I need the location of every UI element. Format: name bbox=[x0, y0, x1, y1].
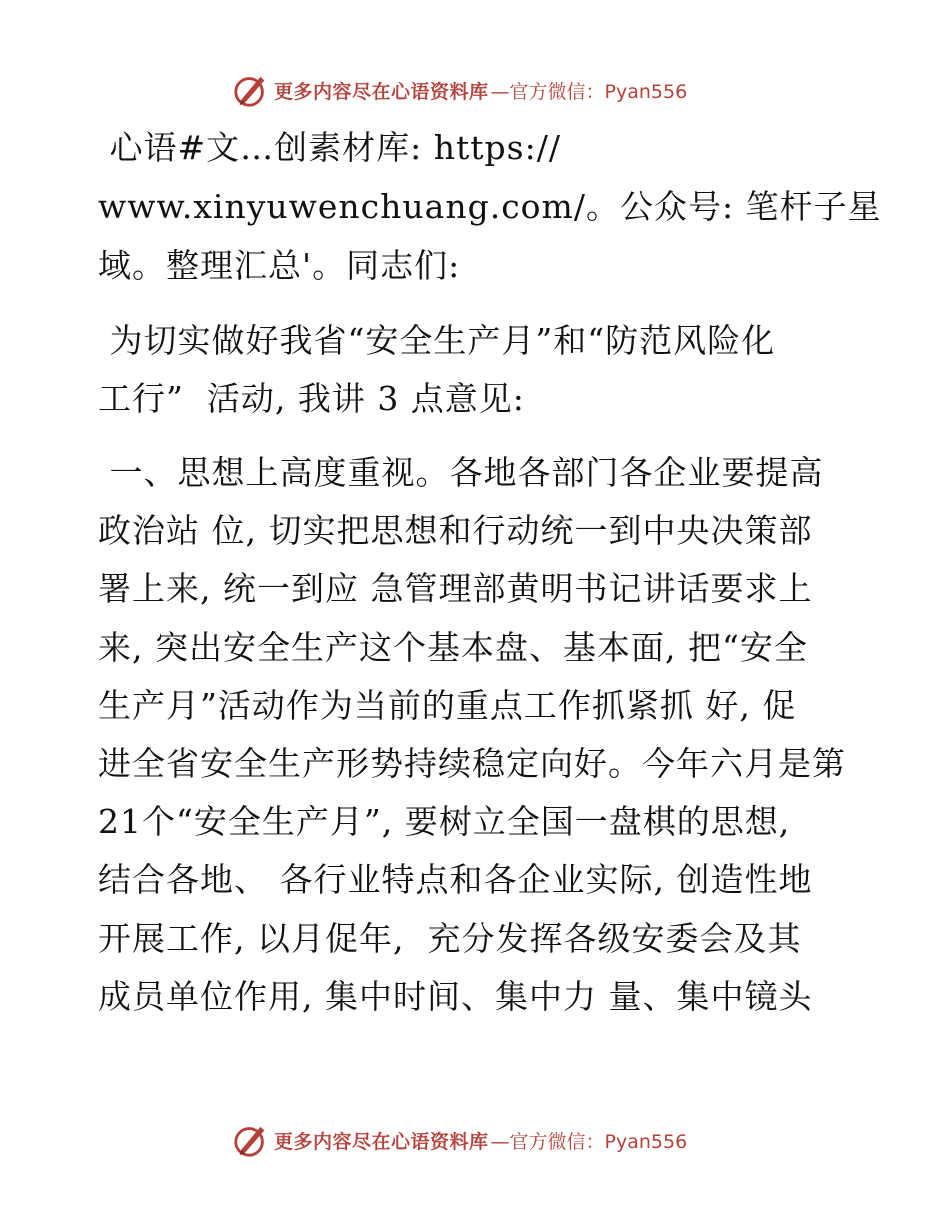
text-line: 来, 突出安全生产这个基本盘、基本面, 把“安全 bbox=[98, 627, 808, 667]
banner-title: 更多内容尽在心语资料库 bbox=[274, 80, 489, 103]
text-line: 结合各地、 各行业特点和各企业实际, 创造性地 bbox=[98, 860, 813, 900]
text-line: 一、思想上高度重视。各地各部门各企业要提高 bbox=[98, 453, 824, 492]
text-line: 生产月”活动作为当前的重点工作抓紧抓 好, 促 bbox=[98, 685, 797, 725]
text-line: 进全省安全生产形势持续稳定向好。今年六月是第 bbox=[98, 743, 846, 783]
text-line: www.xinyuwenchuang.com/。公众号: 笔杆子星 bbox=[98, 187, 882, 226]
text-line: 21个“安全生产月”, 要树立全国一盘棋的思想, bbox=[98, 802, 791, 842]
banner-contact: —官方微信：Pyan556 bbox=[490, 80, 688, 103]
text-line: 政治站 位, 切实把思想和行动统一到中央决策部 bbox=[98, 511, 813, 551]
opening-paragraph bbox=[98, 321, 775, 437]
intro-paragraph bbox=[98, 128, 882, 305]
footer-banner bbox=[232, 1120, 712, 1160]
banner-contact: —官方微信：Pyan556 bbox=[490, 1130, 688, 1153]
text-line: 署上来, 统一到应 急管理部黄明书记讲话要求上 bbox=[98, 569, 813, 609]
text-line: 心语#文…创素材库: https:// bbox=[98, 128, 561, 167]
pen-logo-icon bbox=[232, 71, 270, 109]
text-line: 为切实做好我省“安全生产月”和“防范风险化 bbox=[98, 321, 776, 360]
banner-title: 更多内容尽在心语资料库 bbox=[274, 1130, 489, 1153]
text-line: 开展工作, 以月促年, 充分发挥各级安委会及其 bbox=[98, 918, 802, 958]
header-banner bbox=[232, 70, 712, 110]
pen-logo-icon bbox=[232, 1121, 270, 1159]
text-line: 工行” 活动, 我讲 3 点意见: bbox=[98, 379, 525, 418]
section-one-paragraph bbox=[98, 453, 846, 1035]
text-line: 成员单位作用, 集中时间、集中力 量、集中镜头 bbox=[98, 976, 813, 1016]
text-line: 域。整理汇总'。同志们: bbox=[98, 246, 461, 285]
